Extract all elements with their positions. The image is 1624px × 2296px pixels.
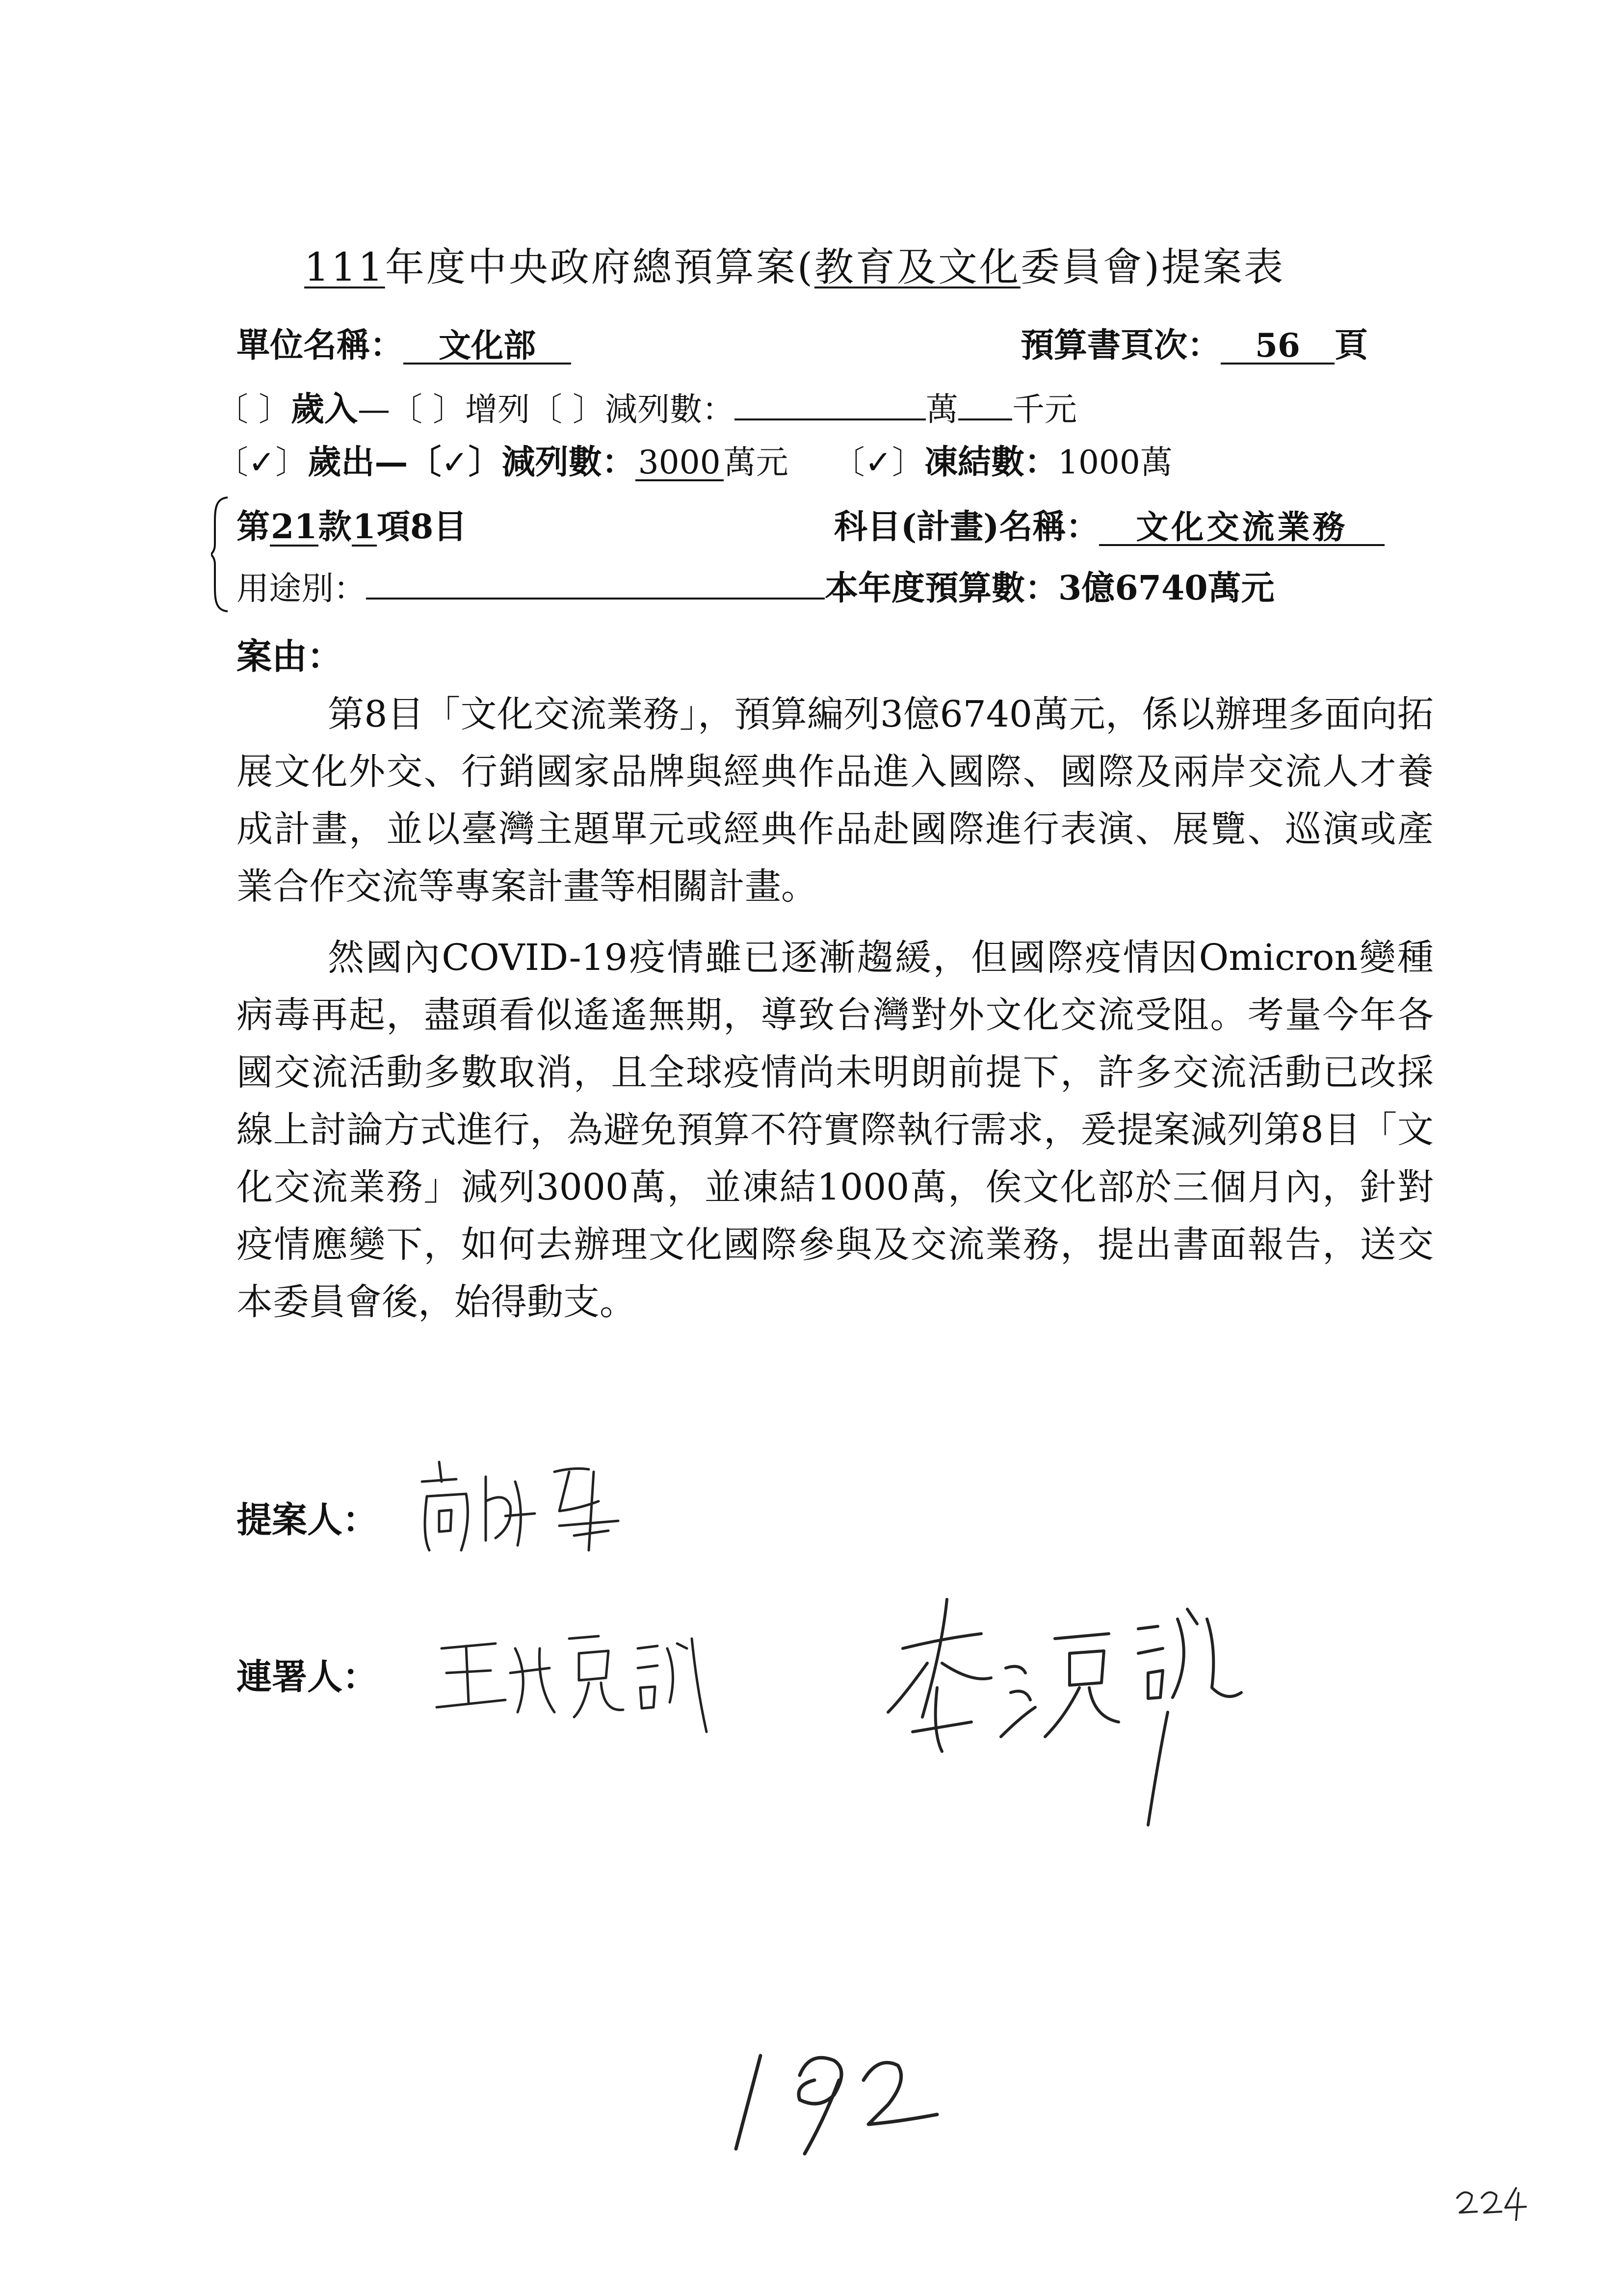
expense-label: 歲出—〔 (308, 443, 442, 482)
budget-value: 3億6740萬元 (1058, 569, 1275, 608)
reason-body (236, 686, 1434, 1345)
subject-row (834, 500, 1385, 548)
corner-page-number (1452, 2178, 1531, 2222)
cosigner-label: 連署人： (236, 1656, 378, 1697)
expense-bracket-close: 〕 (275, 444, 308, 481)
revenue-row (216, 383, 1077, 430)
check-mark-icon: ✓ (248, 444, 276, 481)
xiang-label: 項8目 (377, 507, 467, 547)
xiang-number: 1 (352, 507, 376, 547)
subject-label: 科目(計畫)名稱： (834, 507, 1100, 547)
use-label: 用途別： (236, 570, 366, 607)
subject-value: 文化交流業務 (1099, 510, 1385, 546)
reason-paragraph-1: 第8目「文化交流業務」，預算編列3億6740萬元，係以辦理多面向拓展文化外交、行銷國家品牌與經典作品進入國際、國際及兩岸交流人才養成計畫，並以臺灣主題單元或經典作品赴國際進行表演、展覽、巡演或產業合作交流等專案計畫等相關計畫。 (236, 693, 1434, 908)
page-title (304, 235, 1285, 292)
reduction-unit: 萬元 (723, 444, 788, 481)
check-mark-icon: ✓ (864, 444, 892, 481)
expense-row (216, 436, 1173, 483)
page-ref-row (1021, 319, 1368, 366)
check-mark-icon: ✓ (441, 444, 469, 481)
use-blank (366, 569, 825, 600)
revenue-unit-1: 萬 (925, 391, 958, 428)
revenue-options: —〔 〕增列〔 〕減列數： (358, 391, 734, 428)
revenue-thousand-blank (958, 390, 1012, 420)
unit-label: 單位名稱： (236, 326, 404, 365)
freeze-bracket-open: 〔 (832, 444, 865, 481)
page-ref-suffix: 頁 (1335, 326, 1368, 365)
cosigner-signature-2 (873, 1590, 1246, 1835)
revenue-unit-2: 千元 (1012, 391, 1077, 428)
page-ref-label: 預算書頁次： (1021, 326, 1221, 365)
expense-bracket-open: 〔 (216, 444, 248, 481)
proposer-signature (412, 1452, 648, 1565)
kuan-label: 款 (318, 507, 352, 547)
item-prefix: 第 (236, 507, 270, 547)
freeze-bracket-close: 〕 (891, 444, 924, 481)
revenue-amount-blank (734, 390, 926, 420)
revenue-label: 歲入 (290, 390, 358, 429)
cosigner-signature-1 (432, 1619, 726, 1737)
reduction-amount: 3000 (635, 445, 724, 481)
title-part-1: 年度中央政府總預算案( (385, 244, 814, 290)
reason-heading: 案由： (236, 635, 343, 677)
proposer-label: 提案人： (236, 1499, 378, 1540)
reduction-label: 〕減列數： (468, 443, 635, 482)
committee-name: 教育及文化 (814, 244, 1021, 290)
freeze-value: 1000萬 (1057, 444, 1173, 481)
budget-label: 本年度預算數： (825, 569, 1059, 608)
fiscal-year: 111 (304, 244, 385, 290)
page-ref-value: 56 (1221, 329, 1335, 365)
use-row (236, 562, 1275, 609)
item-row (236, 500, 467, 548)
left-brace (211, 496, 231, 613)
kuan-number: 21 (271, 507, 317, 547)
unit-row (236, 319, 571, 366)
unit-value: 文化部 (403, 329, 571, 365)
handwritten-page-number (726, 2041, 952, 2164)
reason-paragraph-2: 然國內COVID-19疫情雖已逐漸趨緩，但國際疫情因Omicron變種病毒再起，盡頭看似遙遙無期，導致台灣對外文化交流受阻。考量今年各國交流活動多數取消，且全球疫情尚未明朗前提下，許多交流活動已改採線上討論方式進行，為避免預算不符實際執行需求，爰提案減列第8目「文化交流業務」減列3000萬，並凍結1000萬，俟文化部於三個月內，針對疫情應變下，如何去辦理文化國際參與及交流業務，提出書面報告，送交本委員會後，始得動支。 (236, 937, 1434, 1323)
freeze-label: 凍結數： (924, 443, 1058, 482)
revenue-bracket: 〔 〕 (216, 391, 291, 428)
title-part-2: 委員會)提案表 (1020, 244, 1285, 290)
